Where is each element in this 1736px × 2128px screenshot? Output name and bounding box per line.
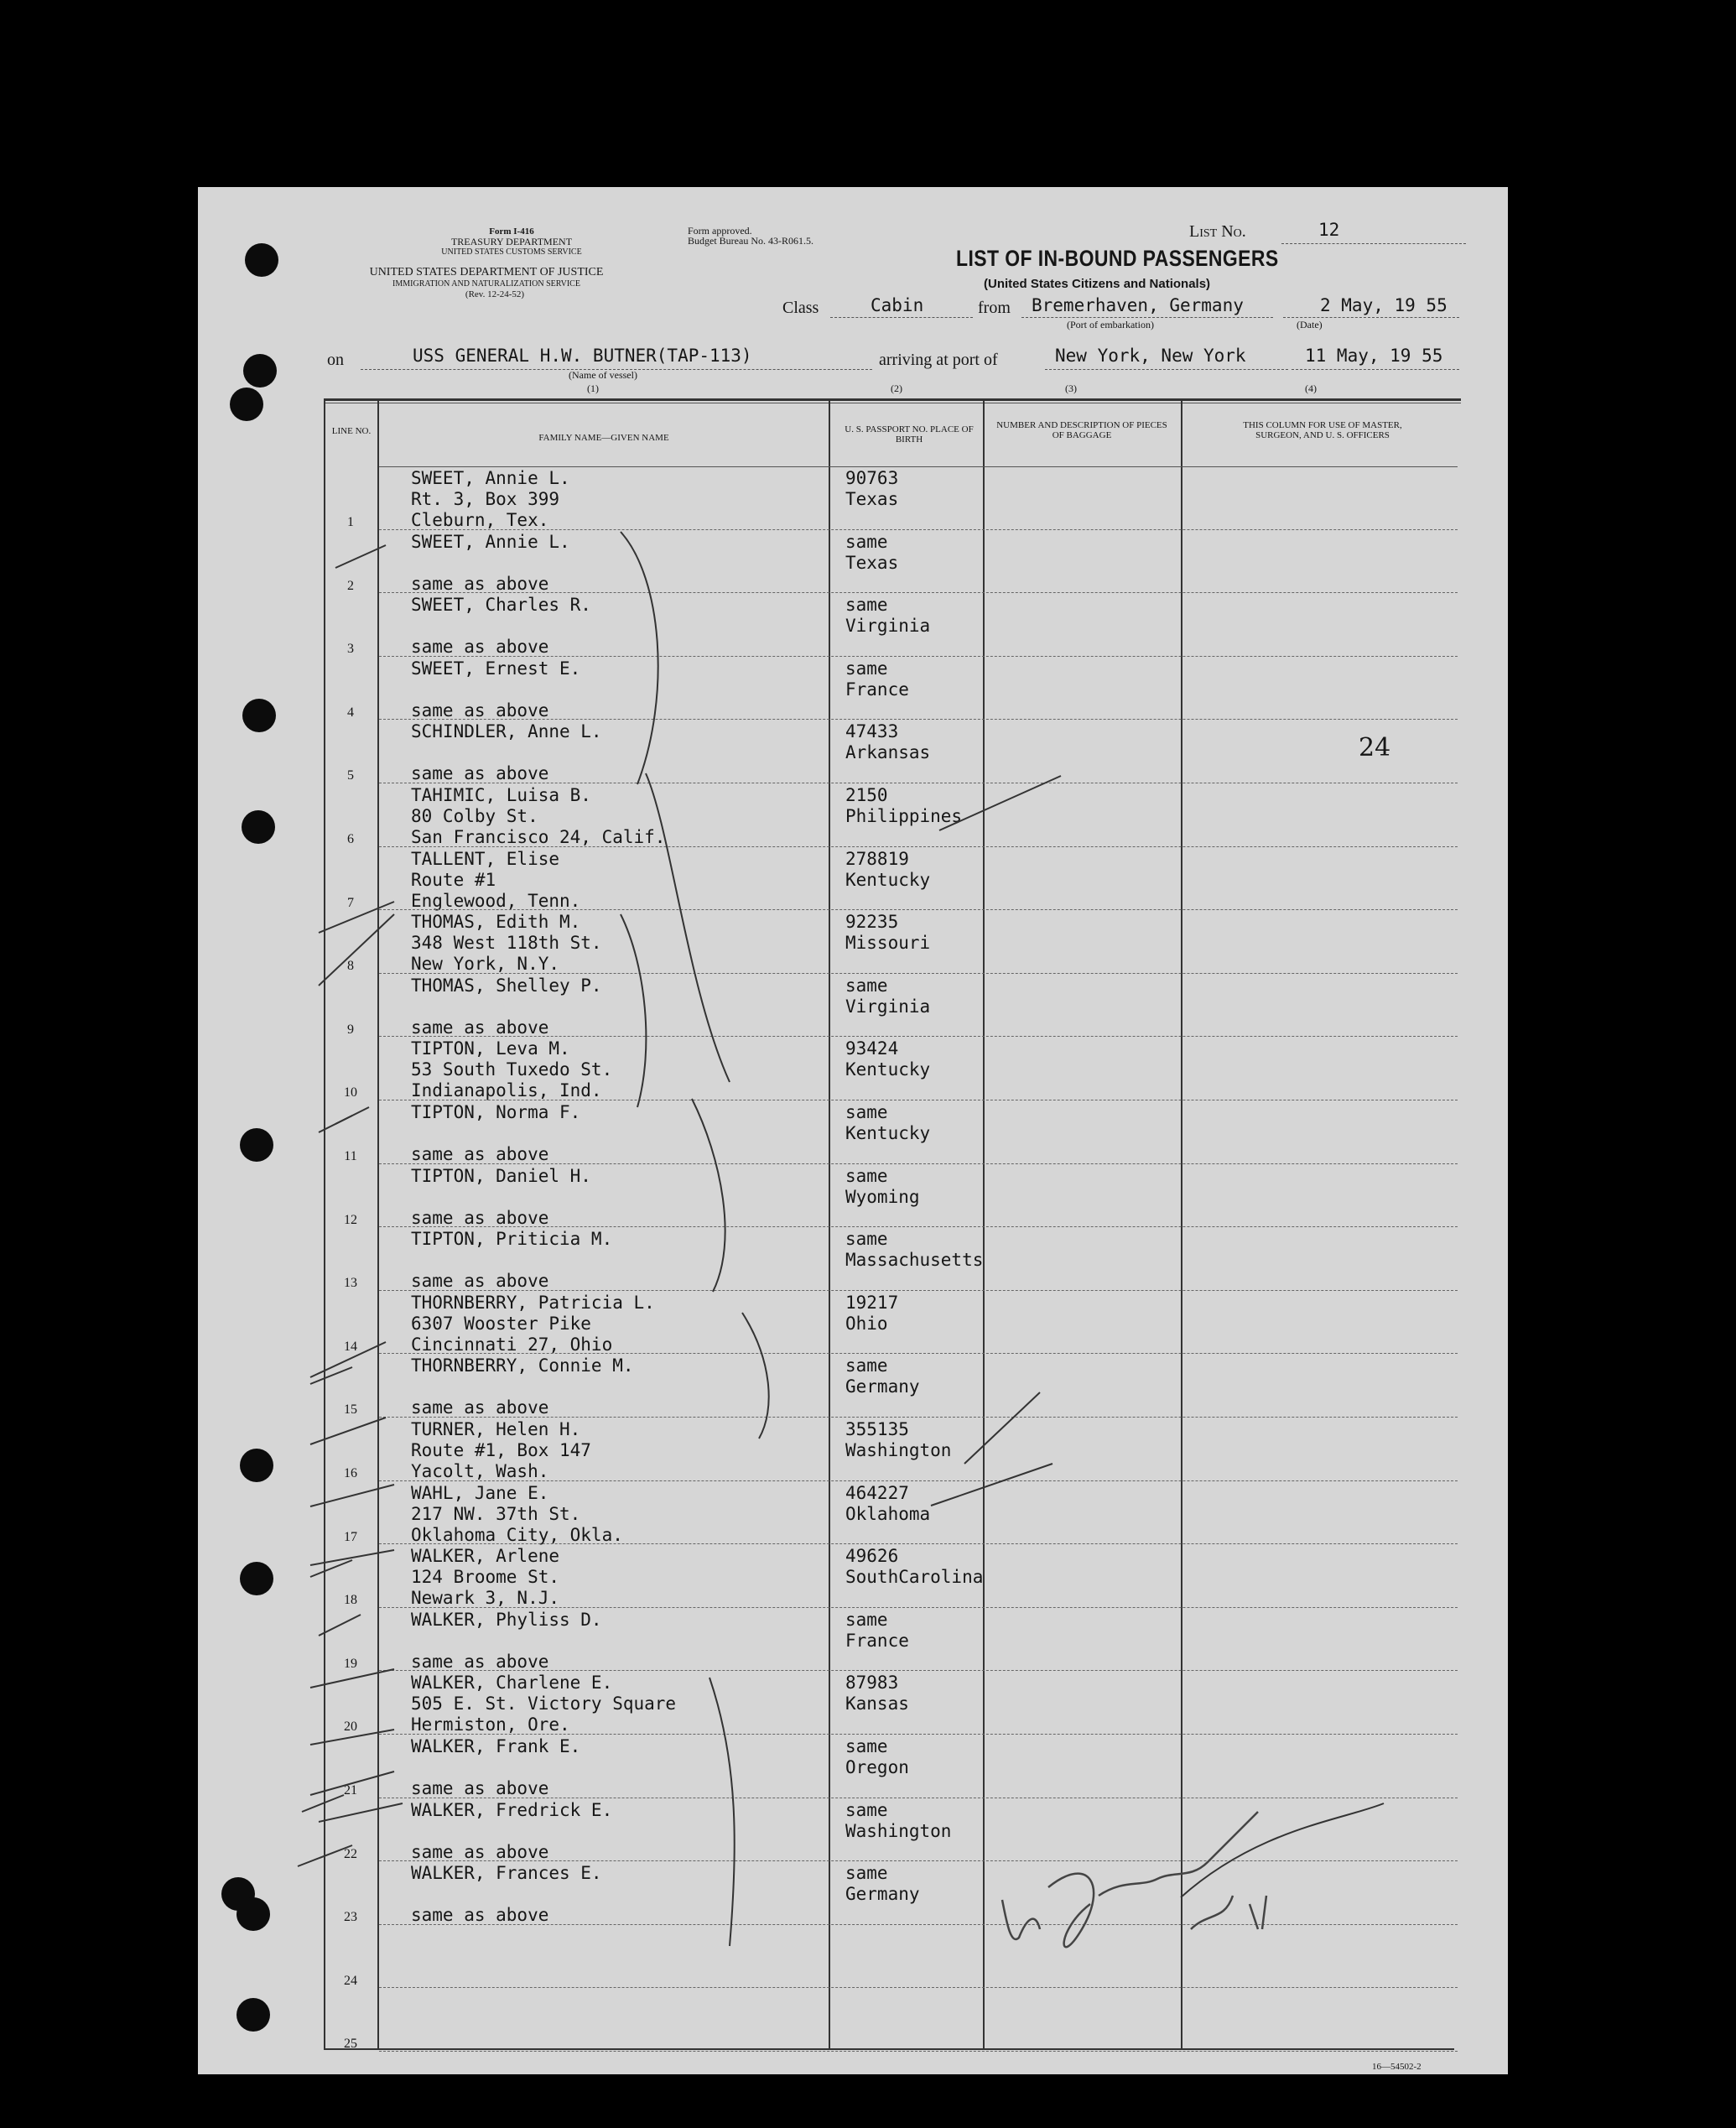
passport-number: same xyxy=(845,1609,888,1630)
passport-number: 464227 xyxy=(845,1482,909,1503)
place-of-birth: Germany xyxy=(845,1884,920,1905)
address-or-same-line: same as above xyxy=(411,1651,549,1672)
passenger-name: TURNER, Helen H. xyxy=(411,1419,581,1439)
place-of-birth: Oregon xyxy=(845,1757,909,1777)
from-label: from xyxy=(978,299,1011,317)
row-line-number: 22 xyxy=(344,1846,357,1861)
passport-number: 278819 xyxy=(845,848,909,869)
row-line-number: 20 xyxy=(344,1720,357,1735)
row-separator xyxy=(379,1480,1458,1481)
address-or-same-line: New York, N.Y. xyxy=(411,954,560,975)
form-title: LIST OF IN-BOUND PASSENGERS xyxy=(956,246,1279,271)
row-separator xyxy=(379,2051,1458,2052)
header-passport: U. S. PASSPORT NO. PLACE OF BIRTH xyxy=(845,424,974,445)
passenger-name: THOMAS, Shelley P. xyxy=(411,975,602,996)
passenger-name: TIPTON, Priticia M. xyxy=(411,1229,613,1250)
row-separator xyxy=(379,1543,1458,1544)
header-line-no: LINE NO. xyxy=(331,426,372,436)
place-of-birth: Virginia xyxy=(845,616,931,637)
passport-number: 47433 xyxy=(845,721,899,742)
address-or-same-line: San Francisco 24, Calif. xyxy=(411,827,666,847)
passport-number: same xyxy=(845,1355,888,1376)
revision-date: (Rev. 12-24-52) xyxy=(465,289,525,299)
table-bottom-border xyxy=(324,2048,1454,2050)
header-officers: THIS COLUMN FOR USE OF MASTER, SURGEON, AND U. S. OFFICERS xyxy=(1243,420,1402,440)
row-line-number: 24 xyxy=(344,1973,357,1988)
arriving-label: arriving at port of xyxy=(879,351,998,369)
department-treasury: TREASURY DEPARTMENT xyxy=(450,236,573,247)
passport-number: 90763 xyxy=(845,468,899,488)
row-separator xyxy=(379,1163,1458,1164)
departure-date: 2 May, 19 55 xyxy=(1320,295,1448,315)
class-line xyxy=(830,317,973,318)
address-or-same-line: same as above xyxy=(411,1144,549,1164)
row-separator xyxy=(379,1290,1458,1291)
row-separator xyxy=(379,1924,1458,1925)
passenger-name: THORNBERRY, Connie M. xyxy=(411,1355,634,1376)
table-top-border xyxy=(324,398,1461,401)
passport-number: same xyxy=(845,531,888,552)
row-separator xyxy=(379,909,1458,910)
row-line-number: 21 xyxy=(344,1783,357,1798)
place-of-birth: Kentucky xyxy=(845,1123,931,1143)
passenger-name: TIPTON, Daniel H. xyxy=(411,1165,591,1186)
address-or-same-line: Cleburn, Tex. xyxy=(411,510,549,530)
row-line-number: 9 xyxy=(347,1022,354,1037)
passport-number: same xyxy=(845,1102,888,1122)
col-num-2: (2) xyxy=(891,382,902,394)
passport-number: same xyxy=(845,975,888,996)
row-separator xyxy=(379,1607,1458,1608)
place-of-birth: France xyxy=(845,1630,909,1651)
list-no-label: List No. xyxy=(1189,222,1246,241)
row-line-number: 25 xyxy=(344,2037,357,2052)
place-of-birth: France xyxy=(845,679,909,700)
address-or-same-line: same as above xyxy=(411,1778,549,1798)
date-line xyxy=(1283,317,1459,318)
row-separator xyxy=(379,1987,1458,1988)
row-line-number: 11 xyxy=(344,1149,357,1163)
address-line: Rt. 3, Box 399 xyxy=(411,489,560,509)
form-approved: Form approved. xyxy=(688,225,752,237)
passport-number: 49626 xyxy=(845,1546,899,1567)
passport-number: same xyxy=(845,1229,888,1250)
budget-bureau: Budget Bureau No. 43-R061.5. xyxy=(688,235,813,247)
class-label: Class xyxy=(782,299,819,317)
place-of-birth: Texas xyxy=(845,552,899,573)
header-bottom-line xyxy=(379,466,1458,467)
col-divider-officers xyxy=(1181,401,1182,2049)
col-divider-name xyxy=(377,401,379,2049)
passport-number: same xyxy=(845,1799,888,1820)
address-or-same-line: same as above xyxy=(411,1017,549,1038)
passenger-name: WALKER, Phyliss D. xyxy=(411,1609,602,1630)
place-of-birth: Massachusetts xyxy=(845,1250,984,1271)
punch-hole xyxy=(230,388,263,421)
row-line-number: 10 xyxy=(344,1085,357,1100)
col-num-4: (4) xyxy=(1305,382,1317,394)
place-of-birth: Oklahoma xyxy=(845,1503,931,1524)
row-separator xyxy=(379,1860,1458,1861)
row-line-number: 3 xyxy=(347,642,354,657)
address-or-same-line: Englewood, Tenn. xyxy=(411,890,581,911)
passenger-name: WAHL, Jane E. xyxy=(411,1482,549,1503)
punch-hole xyxy=(242,699,276,732)
row-line-number: 7 xyxy=(347,895,354,910)
passenger-name: TAHIMIC, Luisa B. xyxy=(411,785,591,805)
class-value: Cabin xyxy=(871,295,924,315)
arrival-port-line xyxy=(1045,369,1288,370)
arrival-date-line xyxy=(1292,369,1459,370)
row-line-number: 14 xyxy=(344,1339,357,1354)
passenger-name: SCHINDLER, Anne L. xyxy=(411,721,602,742)
passenger-name: SWEET, Annie L. xyxy=(411,468,570,488)
punch-hole xyxy=(242,810,275,844)
place-of-birth: Germany xyxy=(845,1376,920,1397)
col-divider-baggage xyxy=(983,401,985,2049)
row-line-number: 2 xyxy=(347,578,354,593)
address-line: Route #1 xyxy=(411,869,496,890)
place-of-birth: Washington xyxy=(845,1440,952,1460)
row-line-number: 18 xyxy=(344,1593,357,1608)
row-separator xyxy=(379,1226,1458,1227)
row-separator xyxy=(379,1036,1458,1037)
punch-hole xyxy=(236,1897,270,1931)
place-of-birth: SouthCarolina xyxy=(845,1567,984,1588)
passenger-name: TIPTON, Leva M. xyxy=(411,1038,570,1059)
passport-number: 355135 xyxy=(845,1419,909,1439)
table-left-border xyxy=(324,401,325,2049)
row-separator xyxy=(379,1734,1458,1735)
list-no-line xyxy=(1281,243,1466,244)
address-or-same-line: same as above xyxy=(411,637,549,658)
row-line-number: 6 xyxy=(347,832,354,846)
row-separator xyxy=(379,529,1458,530)
row-line-number: 5 xyxy=(347,768,354,783)
place-of-birth: Kansas xyxy=(845,1694,909,1714)
passport-number: same xyxy=(845,1863,888,1884)
from-value: Bremerhaven, Germany xyxy=(1032,295,1244,315)
vessel-name: USS GENERAL H.W. BUTNER(TAP-113) xyxy=(413,346,752,366)
passenger-name: WALKER, Fredrick E. xyxy=(411,1799,613,1820)
passport-number: 92235 xyxy=(845,912,899,933)
on-label: on xyxy=(327,351,344,369)
address-or-same-line: Hermiston, Ore. xyxy=(411,1714,570,1735)
passenger-name: WALKER, Charlene E. xyxy=(411,1673,613,1694)
row-separator xyxy=(379,719,1458,720)
place-of-birth: Kentucky xyxy=(845,869,931,890)
row-separator xyxy=(379,592,1458,593)
place-of-birth: Virginia xyxy=(845,996,931,1017)
place-of-birth: Ohio xyxy=(845,1313,888,1334)
address-line: 217 NW. 37th St. xyxy=(411,1503,581,1524)
header-name: FAMILY NAME—GIVEN NAME xyxy=(538,433,669,443)
address-or-same-line: Indianapolis, Ind. xyxy=(411,1080,602,1101)
passenger-name: SWEET, Annie L. xyxy=(411,531,570,552)
row-line-number: 23 xyxy=(344,1910,357,1925)
place-of-birth: Philippines xyxy=(845,806,963,826)
row-line-number: 16 xyxy=(344,1466,357,1480)
address-or-same-line: same as above xyxy=(411,700,549,721)
passenger-name: WALKER, Frank E. xyxy=(411,1736,581,1756)
passport-number: same xyxy=(845,595,888,616)
header-baggage: NUMBER AND DESCRIPTION OF PIECES OF BAGGAGE xyxy=(996,420,1167,440)
col-num-3: (3) xyxy=(1065,382,1077,394)
passenger-name: THOMAS, Edith M. xyxy=(411,912,581,933)
date-caption: (Date) xyxy=(1297,319,1323,330)
address-or-same-line: Oklahoma City, Okla. xyxy=(411,1524,623,1545)
address-line: 124 Broome St. xyxy=(411,1567,560,1588)
address-or-same-line: same as above xyxy=(411,1207,549,1228)
col-divider-passport xyxy=(829,401,830,2049)
address-line: 505 E. St. Victory Square xyxy=(411,1694,677,1714)
list-no-value: 12 xyxy=(1318,220,1340,240)
port-caption: (Port of embarkation) xyxy=(1067,319,1154,330)
row-separator xyxy=(379,1417,1458,1418)
handwritten-count: 24 xyxy=(1359,733,1391,762)
passenger-name: TALLENT, Elise xyxy=(411,848,560,869)
department-justice-sub: IMMIGRATION AND NATURALIZATION SERVICE xyxy=(392,279,580,289)
row-line-number: 4 xyxy=(347,705,354,720)
place-of-birth: Texas xyxy=(845,489,899,509)
passenger-name: TIPTON, Norma F. xyxy=(411,1102,581,1122)
passport-number: 19217 xyxy=(845,1292,899,1313)
form-number: Form I-416 xyxy=(489,226,534,237)
passport-number: same xyxy=(845,658,888,679)
passenger-name: SWEET, Ernest E. xyxy=(411,658,581,679)
punch-hole xyxy=(243,354,277,388)
passport-number: 93424 xyxy=(845,1038,899,1059)
from-line xyxy=(1021,317,1273,318)
row-separator xyxy=(379,1353,1458,1354)
passport-number: 2150 xyxy=(845,785,888,805)
row-line-number: 8 xyxy=(347,959,354,974)
col-num-1: (1) xyxy=(587,382,599,394)
passport-number: same xyxy=(845,1736,888,1756)
arrival-date: 11 May, 19 55 xyxy=(1305,346,1443,366)
punch-hole xyxy=(240,1128,273,1162)
passenger-name: THORNBERRY, Patricia L. xyxy=(411,1292,655,1313)
place-of-birth: Missouri xyxy=(845,933,931,954)
punch-hole xyxy=(236,1998,270,2032)
place-of-birth: Arkansas xyxy=(845,742,931,763)
address-or-same-line: same as above xyxy=(411,1397,549,1418)
address-or-same-line: same as above xyxy=(411,1905,549,1926)
place-of-birth: Wyoming xyxy=(845,1186,920,1207)
department-treasury-sub: UNITED STATES CUSTOMS SERVICE xyxy=(441,247,582,257)
address-line: Route #1, Box 147 xyxy=(411,1440,591,1460)
passport-number: 87983 xyxy=(845,1673,899,1694)
passenger-name: WALKER, Arlene xyxy=(411,1546,560,1567)
department-justice: UNITED STATES DEPARTMENT OF JUSTICE xyxy=(369,266,604,278)
address-or-same-line: Yacolt, Wash. xyxy=(411,1461,549,1481)
address-or-same-line: Cincinnati 27, Ohio xyxy=(411,1334,613,1355)
address-or-same-line: same as above xyxy=(411,573,549,594)
punch-hole xyxy=(240,1562,273,1595)
address-line: 53 South Tuxedo St. xyxy=(411,1059,613,1080)
address-or-same-line: same as above xyxy=(411,1271,549,1292)
row-line-number: 12 xyxy=(344,1212,357,1227)
address-line: 6307 Wooster Pike xyxy=(411,1313,591,1334)
passport-number: same xyxy=(845,1165,888,1186)
row-separator xyxy=(379,846,1458,847)
address-line: 348 West 118th St. xyxy=(411,933,602,954)
address-or-same-line: Newark 3, N.J. xyxy=(411,1588,560,1609)
address-line: 80 Colby St. xyxy=(411,806,538,826)
punch-hole xyxy=(240,1449,273,1482)
row-line-number: 19 xyxy=(344,1656,357,1671)
row-line-number: 13 xyxy=(344,1276,357,1291)
punch-hole xyxy=(245,243,278,277)
row-line-number: 1 xyxy=(347,515,354,529)
place-of-birth: Washington xyxy=(845,1820,952,1841)
row-separator xyxy=(379,656,1458,657)
passenger-name: WALKER, Frances E. xyxy=(411,1863,602,1884)
form-subtitle: (United States Citizens and Nationals) xyxy=(984,277,1211,291)
address-or-same-line: same as above xyxy=(411,763,549,784)
passenger-name: SWEET, Charles R. xyxy=(411,595,591,616)
vessel-caption: (Name of vessel) xyxy=(569,369,637,381)
row-line-number: 17 xyxy=(344,1529,357,1544)
row-separator xyxy=(379,973,1458,974)
arrival-port: New York, New York xyxy=(1055,346,1246,366)
row-separator xyxy=(379,1670,1458,1671)
place-of-birth: Kentucky xyxy=(845,1059,931,1080)
address-or-same-line: same as above xyxy=(411,1841,549,1862)
footer-code: 16—54502-2 xyxy=(1372,2062,1422,2072)
row-line-number: 15 xyxy=(344,1402,357,1418)
